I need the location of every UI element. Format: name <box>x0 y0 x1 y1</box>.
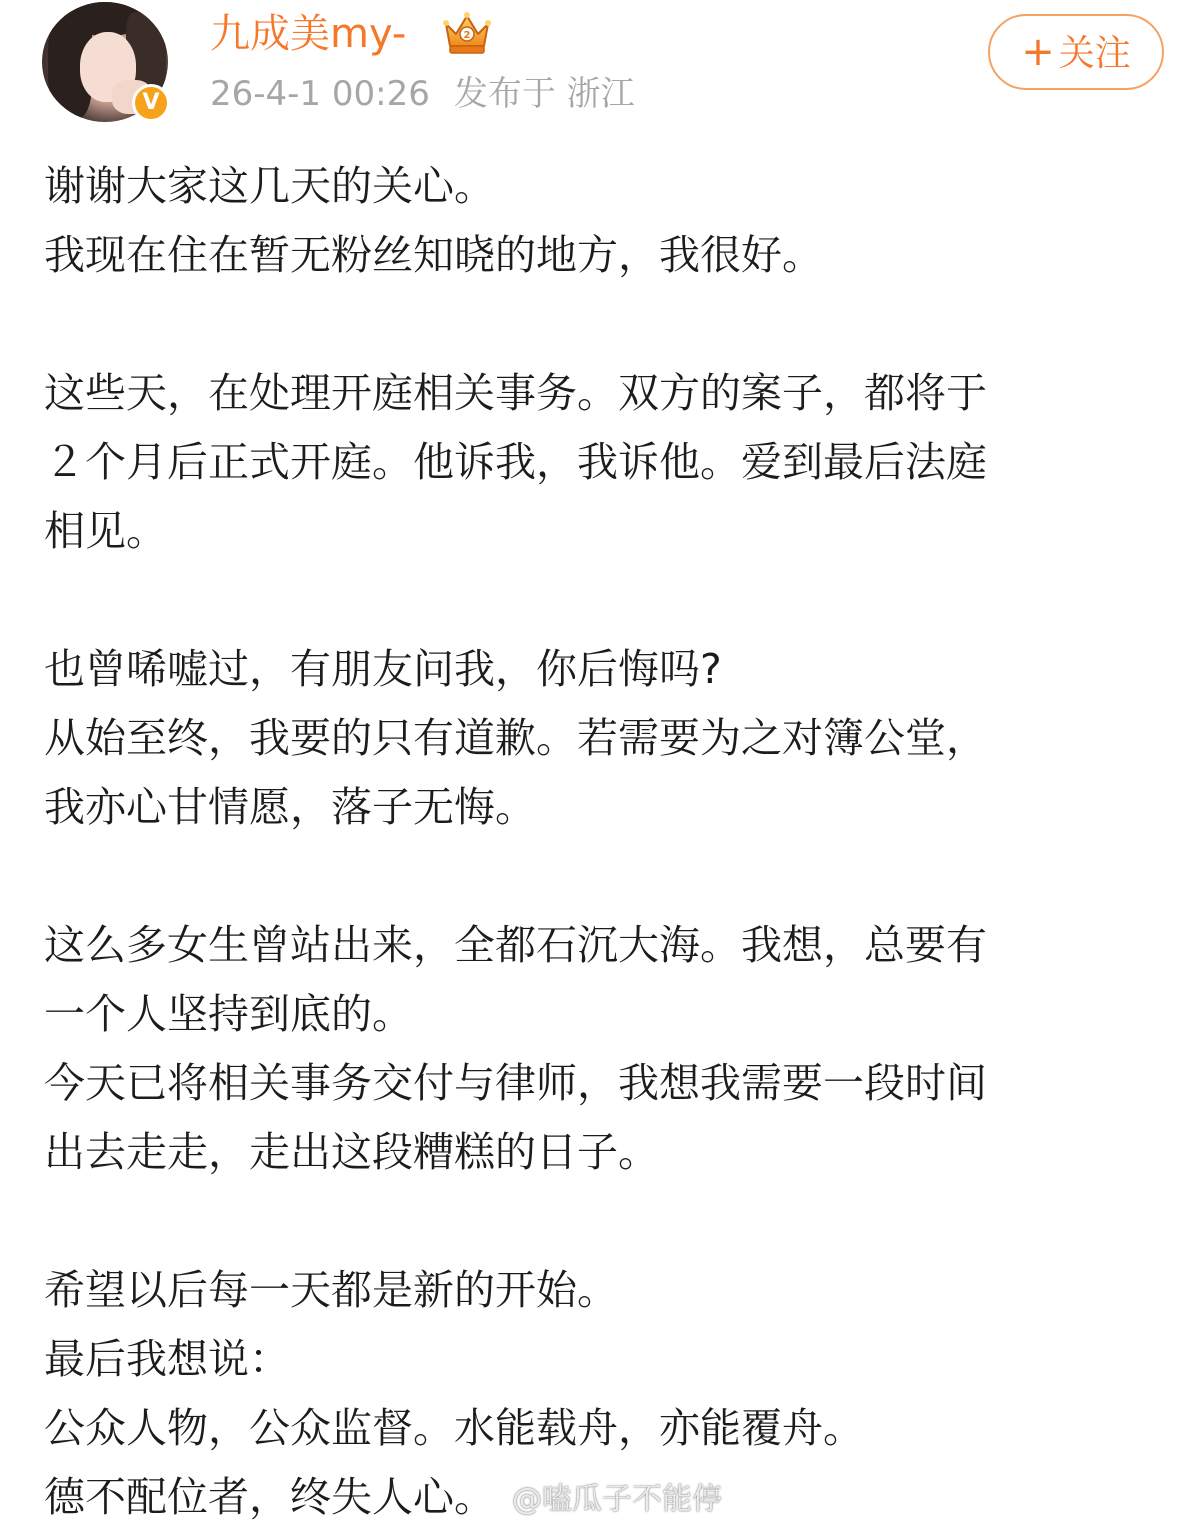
post-line: 这么多女生曾站出来，全都石沉大海。我想，总要有 <box>44 921 987 969</box>
post-line: 这些天，在处理开庭相关事务。双方的案子，都将于 <box>44 369 987 417</box>
post-meta <box>210 70 635 118</box>
post-line: 相见。 <box>44 507 167 555</box>
post-line: 我现在住在暂无粉丝知晓的地方，我很好。 <box>44 231 823 279</box>
post-timestamp: 26-4-1 00:26 <box>210 74 430 114</box>
post-body <box>44 152 1154 1532</box>
post-line: ２个月后正式开庭。他诉我，我诉他。爱到最后法庭 <box>44 438 987 486</box>
post-header <box>0 0 1193 140</box>
plus-icon: + <box>1021 29 1055 75</box>
post-line: 公众人物，公众监督。水能载舟，亦能覆舟。 <box>44 1404 864 1452</box>
post-line: 我亦心甘情愿，落子无悔。 <box>44 783 536 831</box>
post-line: 最后我想说： <box>44 1335 290 1383</box>
post-line: 一个人坚持到底的。 <box>44 990 413 1038</box>
weibo-icon <box>470 1485 508 1517</box>
watermark <box>470 1476 722 1524</box>
verified-badge-icon: V <box>132 84 170 122</box>
crown-icon <box>440 10 494 56</box>
post-location: 发布于 浙江 <box>453 74 635 114</box>
post-line: 谢谢大家这几天的关心。 <box>44 162 495 210</box>
post-line: 希望以后每一天都是新的开始。 <box>44 1266 618 1314</box>
post-line: 今天已将相关事务交付与律师，我想我需要一段时间 <box>44 1059 987 1107</box>
watermark-text: @嗑瓜子不能停 <box>512 1482 722 1517</box>
author-name[interactable]: 九成美my- <box>210 11 407 57</box>
svg-text:2: 2 <box>463 30 471 41</box>
post-line: 从始至终，我要的只有道歉。若需要为之对簿公堂， <box>44 714 987 762</box>
post-line: 出去走走，走出这段糟糕的日子。 <box>44 1128 659 1176</box>
follow-label: 关注 <box>1058 33 1131 74</box>
post-line: 也曾唏嘘过，有朋友问我，你后悔吗? <box>44 645 722 693</box>
post-line: 德不配位者，终失人心。 <box>44 1473 495 1521</box>
follow-button[interactable] <box>988 14 1164 90</box>
